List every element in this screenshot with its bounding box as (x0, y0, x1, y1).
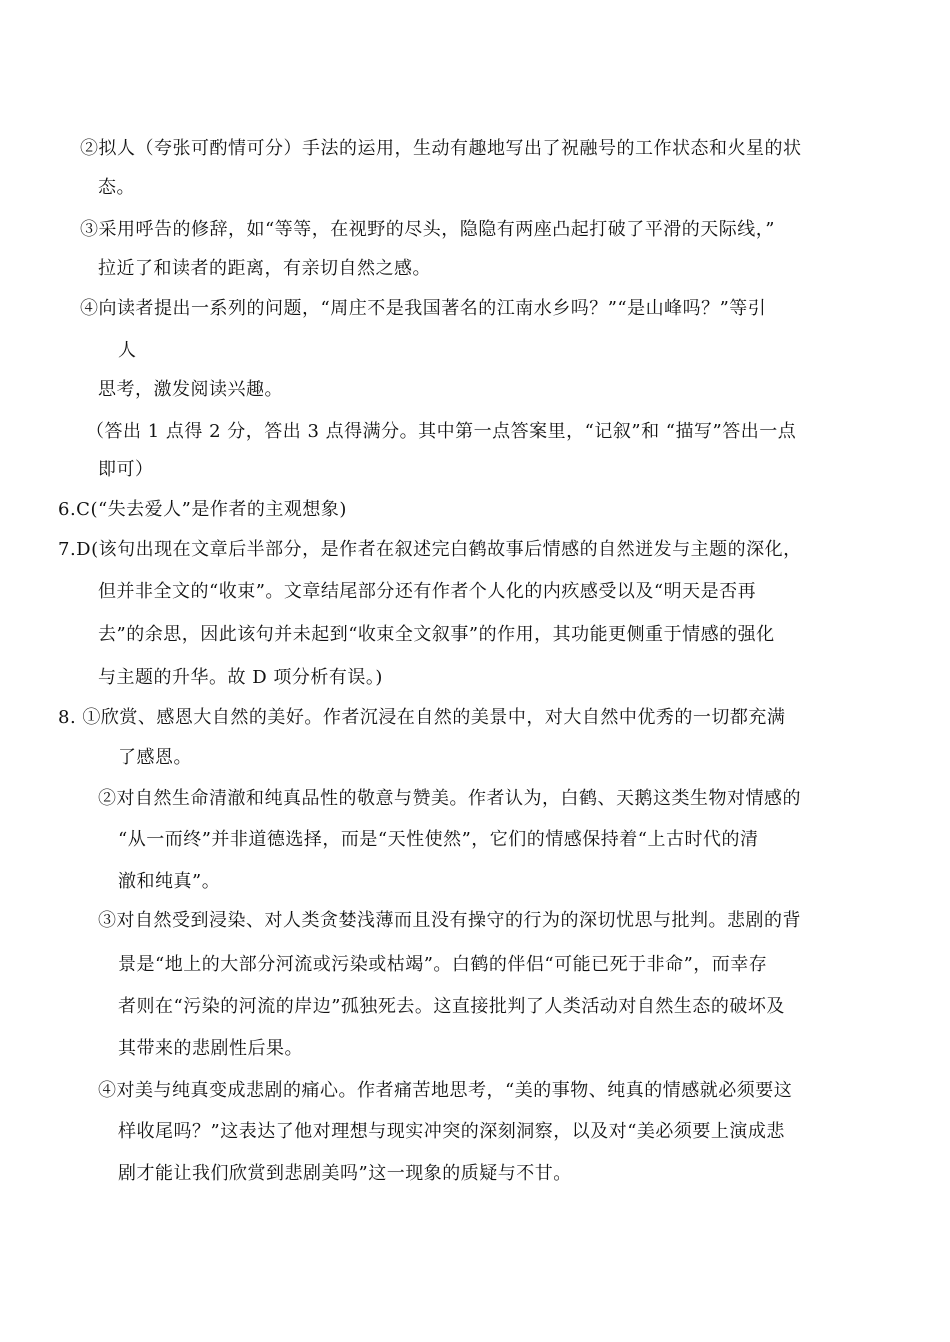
text-line: 去”的余思，因此该句并未起到“收束全文叙事”的作用，其功能更侧重于情感的强化 (98, 624, 775, 645)
text-line: ②拟人（夸张可酌情可分）手法的运用，生动有趣地写出了祝融号的工作状态和火星的状 (80, 138, 802, 159)
text-line: ②对自然生命清澈和纯真品性的敬意与赞美。作者认为，白鹤、天鹅这类生物对情感的 (98, 788, 801, 809)
text-line: “从一而终”并非道德选择，而是“天性使然”，它们的情感保持着“上古时代的清 (118, 829, 759, 850)
text-line: 拉近了和读者的距离，有亲切自然之感。 (98, 258, 431, 279)
text-line: 8. ①欣赏、感恩大自然的美好。作者沉浸在自然的美景中，对大自然中优秀的一切都充满 (58, 707, 786, 728)
text-line: 其带来的悲剧性后果。 (118, 1038, 303, 1059)
text-line: ④向读者提出一系列的问题，“周庄不是我国著名的江南水乡吗？”“是山峰吗？”等引 (80, 298, 767, 319)
text-line: 6.C(“失去爱人”是作者的主观想象) (58, 499, 347, 520)
text-line: ④对美与纯真变成悲剧的痛心。作者痛苦地思考，“美的事物、纯真的情感就必须要这 (98, 1080, 793, 1101)
text-line: 思考，激发阅读兴趣。 (98, 379, 283, 400)
text-line: 与主题的升华。故 D 项分析有误。) (98, 667, 383, 688)
text-line: 但并非全文的“收束”。文章结尾部分还有作者个人化的内疚感受以及“明天是否再 (98, 581, 757, 602)
text-line: 剧才能让我们欣赏到悲剧美吗”这一现象的质疑与不甘。 (118, 1163, 572, 1184)
text-line: ③采用呼告的修辞，如“等等，在视野的尽头，隐隐有两座凸起打破了平滑的天际线，” (80, 219, 775, 240)
text-line: 者则在“污染的河流的岸边”孤独死去。这直接批判了人类活动对自然生态的破坏及 (118, 996, 785, 1017)
text-line: 人 (118, 340, 137, 361)
text-line: 澈和纯真”。 (118, 871, 221, 892)
text-line: 景是“地上的大部分河流或污染或枯竭”。白鹤的伴侣“可能已死于非命”，而幸存 (118, 954, 768, 975)
text-line: ③对自然受到浸染、对人类贪婪浅薄而且没有操守的行为的深切忧思与批判。悲剧的背 (98, 910, 801, 931)
text-line: 7.D(该句出现在文章后半部分，是作者在叙述完白鹤故事后情感的自然迸发与主题的深化， (58, 539, 802, 560)
text-line: 样收尾吗？”这表达了他对理想与现实冲突的深刻洞察，以及对“美必须要上演成悲 (118, 1121, 785, 1142)
text-line: （答出 1 点得 2 分，答出 3 点得满分。其中第一点答案里，“记叙”和 “描写”答出一点 (86, 421, 797, 442)
text-line: 即可） (98, 459, 154, 480)
text-line: 了感恩。 (118, 747, 192, 768)
text-line: 态。 (98, 177, 135, 198)
